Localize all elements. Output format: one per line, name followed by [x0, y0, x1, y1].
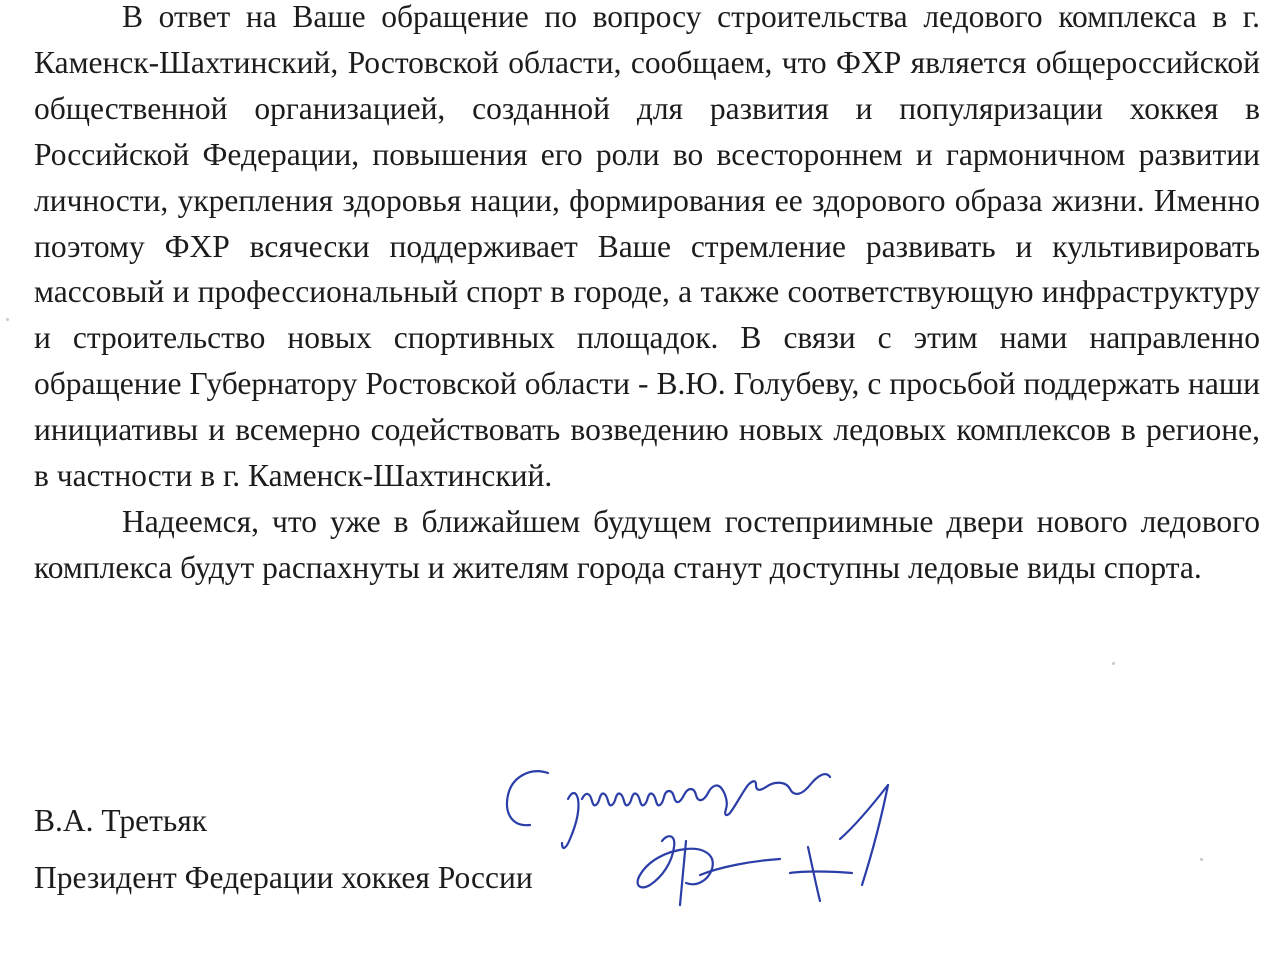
letter-body	[34, 0, 1260, 591]
scan-dust	[1112, 662, 1115, 665]
handwritten-signature	[490, 755, 930, 925]
scan-dust	[6, 318, 9, 321]
signatory-name: В.А. Третьяк	[34, 803, 208, 838]
scan-dust	[1200, 858, 1203, 861]
signatory-title: Президент Федерации хоккея России	[34, 860, 533, 895]
letter-paragraph-1: В ответ на Ваше обращение по вопросу строительства ледового комплекса в г. Каменск-Шахтинский, Ростовской области, сообщаем, что ФХР является общероссийской общественной организацией, созданной для развития и популяризации хоккея в Российской Федерации, повышения его роли во всестороннем и гармоничном развитии личности, укрепления здоровья нации, формирования ее здорового образа жизни. Именно поэтому ФХР всячески поддерживает Ваше стремление развивать и культивировать массовый и профессиональный спорт в городе, а также соответствующую инфраструктуру и строительство новых спортивных площадок. В связи с этим нами направленно обращение Губернатору Ростовской области - В.Ю. Голубеву, с просьбой поддержать наши инициативы и всемерно содействовать возведению новых ледовых комплексов в регионе, в частности в г. Каменск-Шахтинский.	[34, 0, 1260, 494]
letter-paragraph-2: Надеемся, что уже в ближайшем будущем гостеприимные двери нового ледового комплекса будут распахнуты и жителям города станут доступны ледовые виды спорта.	[34, 503, 1260, 585]
